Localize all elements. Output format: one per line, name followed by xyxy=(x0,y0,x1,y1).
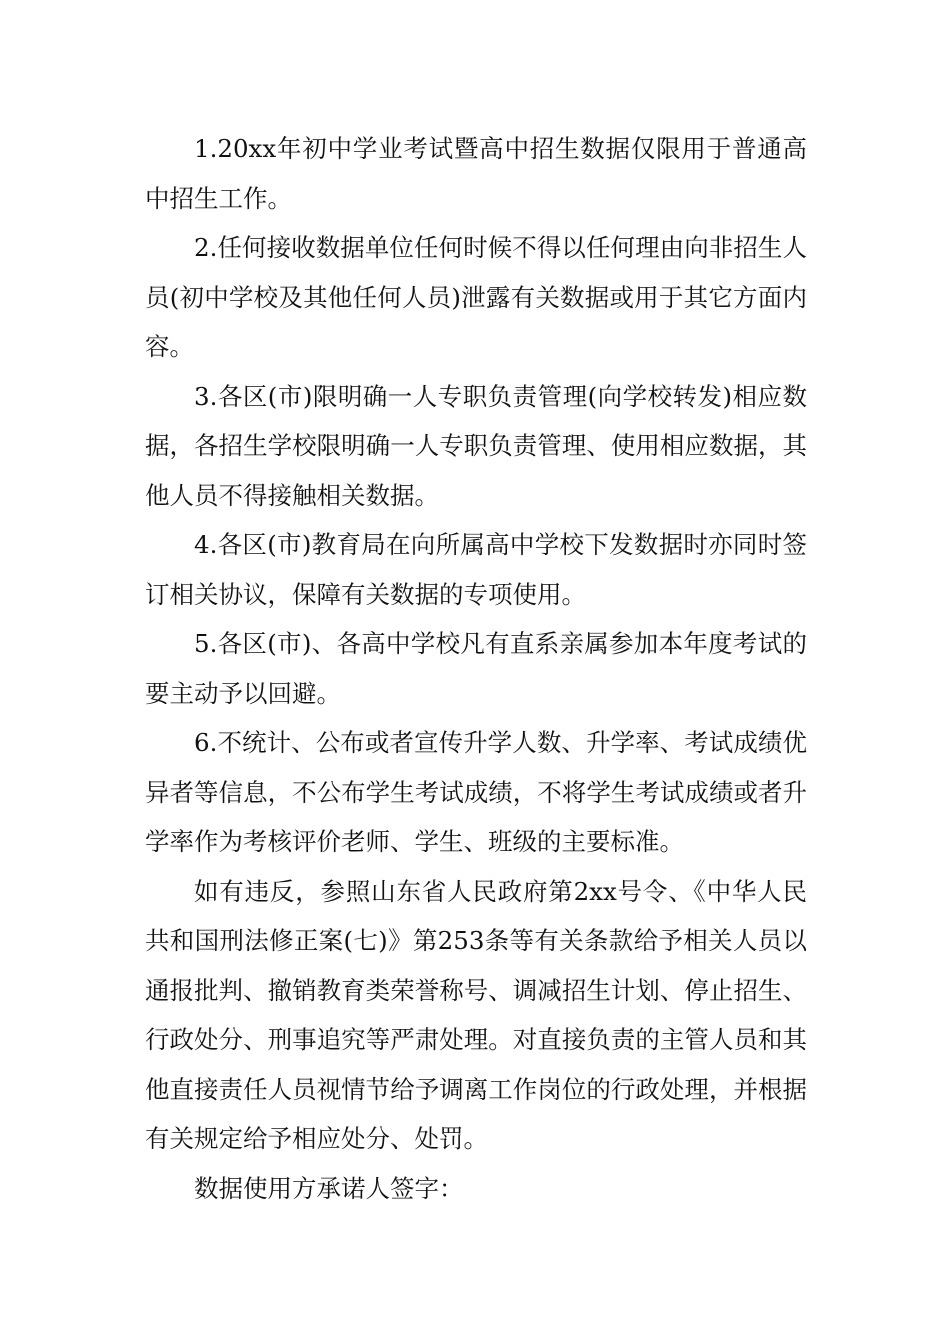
clause-5-paragraph: 5.各区(市)、各高中学校凡有直系亲属参加本年度考试的要主动予以回避。 xyxy=(145,629,807,708)
signature-line: 数据使用方承诺人签字： xyxy=(194,1173,464,1203)
clause-2-paragraph: 2.任何接收数据单位任何时候不得以任何理由向非招生人员(初中学校及其他任何人员)泄露有关数据或用于其它方面内容。 xyxy=(145,233,807,361)
clause-1-paragraph: 1.20xx年初中学业考试暨高中招生数据仅限用于普通高中招生工作。 xyxy=(145,134,807,213)
penalty-paragraph: 如有违反，参照山东省人民政府第2xx号令、《中华人民共和国刑法修正案(七)》第253条等有关条款给予相关人员以通报批判、撤销教育类荣誉称号、调减招生计划、停止招生、行政处分、刑事追究等严肃处理。对直接负责的主管人员和其他直接责任人员视情节给予调离工作岗位的行政处理，并根据有关规定给予相应处分、处罚。 xyxy=(145,876,807,1153)
clause-3-paragraph: 3.各区(市)限明确一人专职负责管理(向学校转发)相应数据，各招生学校限明确一人专职负责管理、使用相应数据，其他人员不得接触相关数据。 xyxy=(145,381,807,510)
clause-6-paragraph: 6.不统计、公布或者宣传升学人数、升学率、考试成绩优异者等信息，不公布学生考试成绩，不将学生考试成绩或者升学率作为考核评价老师、学生、班级的主要标准。 xyxy=(145,728,807,856)
document-page xyxy=(145,124,807,1213)
clause-4-paragraph: 4.各区(市)教育局在向所属高中学校下发数据时亦同时签订相关协议，保障有关数据的专项使用。 xyxy=(145,530,807,609)
